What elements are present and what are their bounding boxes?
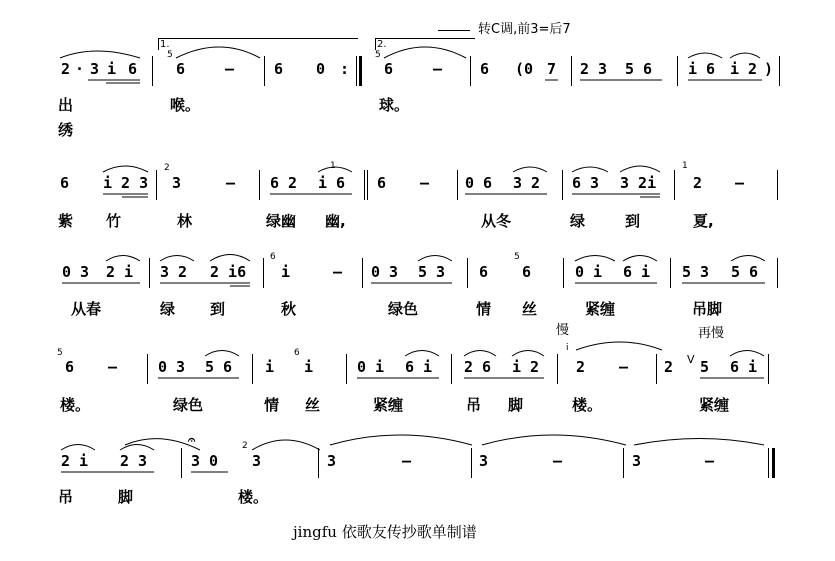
note-group: 3 0 xyxy=(191,452,219,470)
note-group: 6 i xyxy=(405,358,433,376)
note-group: 6 3 xyxy=(572,174,600,192)
grace-note: 1 xyxy=(682,161,688,171)
note: 6 xyxy=(479,263,489,281)
note-group: 3 2 xyxy=(160,263,188,281)
key-change-annotation: 转C调,前3=后7 xyxy=(478,22,571,37)
lyric: 竹 xyxy=(106,212,122,230)
note: 6 xyxy=(274,60,284,78)
lyric: 楼。 xyxy=(60,396,91,414)
note: 6 xyxy=(384,60,394,78)
lyric: 球。 xyxy=(379,96,410,114)
note-group: i 6 xyxy=(318,174,346,192)
note: 6 xyxy=(60,174,70,192)
note: i xyxy=(107,60,117,78)
lyric: 丝 xyxy=(305,396,321,414)
lyric: 幽, xyxy=(325,212,346,230)
lyric: 紧缠 xyxy=(699,396,730,414)
note-group: 0 3 xyxy=(371,263,399,281)
lyric: 林 xyxy=(177,212,193,230)
lyric: 绣 xyxy=(58,121,74,139)
note: 6 xyxy=(522,263,532,281)
fermata-icon: 𝄐 xyxy=(188,433,196,448)
note-group: 5 3 xyxy=(682,263,710,281)
lyric: 绿 xyxy=(570,212,586,230)
note: 6 xyxy=(480,60,490,78)
note: 2 xyxy=(61,60,71,78)
dash: – xyxy=(735,174,745,192)
note-group: 0 3 xyxy=(158,358,186,376)
note-group: 5 3 xyxy=(418,263,446,281)
lyric: 喉。 xyxy=(170,96,201,114)
dash: – xyxy=(333,263,343,281)
note: 6 xyxy=(65,358,75,376)
note-group: 0 3 xyxy=(62,263,90,281)
note-group: 2 3 xyxy=(580,60,608,78)
lyric: 夏, xyxy=(693,212,714,230)
note-group: 2 i xyxy=(61,452,89,470)
note: 6 xyxy=(128,60,138,78)
note-group: 6 i xyxy=(623,263,651,281)
tempo-marking: 慢 xyxy=(556,323,570,338)
dot-mark: · xyxy=(75,60,85,78)
lyric: 脚 xyxy=(508,396,524,414)
note: 7 xyxy=(547,60,557,78)
note-group: 5 6 xyxy=(625,60,653,78)
dash: – xyxy=(226,174,236,192)
note-group: 2 i xyxy=(106,263,134,281)
note-group: 6 2 xyxy=(270,174,298,192)
grace-note: 1 xyxy=(330,161,336,171)
note-group: i 2 3 xyxy=(103,174,149,192)
repeat-dots: : xyxy=(340,60,350,78)
note-group: i 2 xyxy=(512,358,540,376)
lyric: 丝 xyxy=(522,300,538,318)
lyric: 情 xyxy=(264,396,280,414)
dash: – xyxy=(402,452,412,470)
grace-note: 6 xyxy=(270,252,276,262)
note: 3 xyxy=(327,452,337,470)
volta-1-label: 1. xyxy=(160,39,170,50)
lyric: 情 xyxy=(476,300,492,318)
lyric: 紫 xyxy=(58,212,74,230)
note: 3 xyxy=(479,452,489,470)
note: 2 xyxy=(664,358,674,376)
note: 3 xyxy=(172,174,182,192)
dash: – xyxy=(705,452,715,470)
note: i xyxy=(281,263,291,281)
dash: – xyxy=(553,452,563,470)
note-group: i 2 xyxy=(730,60,758,78)
lyric: 出 xyxy=(58,96,74,114)
note: 6 xyxy=(377,174,387,192)
dash: – xyxy=(433,60,443,78)
note: 3 xyxy=(252,452,262,470)
lyric: 到 xyxy=(210,300,226,318)
grace-note: 2 xyxy=(242,441,248,451)
lyric: 绿 xyxy=(160,300,176,318)
grace-note: 5 xyxy=(514,252,520,262)
grace-note: 5 xyxy=(375,50,381,60)
note-group: 2 6 xyxy=(464,358,492,376)
note: 5 xyxy=(700,358,710,376)
breath-mark: V xyxy=(687,353,695,366)
lyric: 绿色 xyxy=(173,396,204,414)
footer-credit: jingfu 依歌友传抄歌单制谱 xyxy=(293,523,477,541)
note: 2 xyxy=(693,174,703,192)
lyric: 从春 xyxy=(71,300,102,318)
dash: – xyxy=(225,60,235,78)
note-paren: ) xyxy=(764,60,774,78)
lyric: 脚 xyxy=(118,488,134,506)
grace-note: 5 xyxy=(167,50,173,60)
grace-note: 6 xyxy=(294,348,300,358)
note-paren: (0 xyxy=(515,60,534,78)
lyric: 绿幽 xyxy=(266,212,297,230)
lyric: 秋 xyxy=(281,300,297,318)
rest: 0 xyxy=(316,60,326,78)
note-group: 0 i xyxy=(357,358,385,376)
note: i xyxy=(265,358,275,376)
note-group: 0 i xyxy=(575,263,603,281)
note: 6 xyxy=(176,60,186,78)
volta-2-label: 2. xyxy=(377,39,387,50)
note-group: 2 i6 xyxy=(210,263,247,281)
tempo-marking: 再慢 xyxy=(698,326,725,341)
note: 3 xyxy=(632,452,642,470)
note-group: 3 2i xyxy=(620,174,657,192)
grace-note: i xyxy=(566,343,569,353)
dash: – xyxy=(619,358,629,376)
lyric: 楼。 xyxy=(238,488,269,506)
lyric: 到 xyxy=(625,212,641,230)
lyric: 绿色 xyxy=(388,300,419,318)
note-group: 3 2 xyxy=(513,174,541,192)
lyric: 紧缠 xyxy=(585,300,616,318)
lyric: 吊脚 xyxy=(692,300,723,318)
note-group: 0 6 xyxy=(465,174,493,192)
note-group: 6 i xyxy=(730,358,758,376)
note: 3 xyxy=(90,60,100,78)
note-group: 2 3 xyxy=(120,452,148,470)
grace-note: 5 xyxy=(57,348,63,358)
lyric: 紧缠 xyxy=(373,396,404,414)
lyric: 从冬 xyxy=(481,212,512,230)
note-group: 5 6 xyxy=(205,358,233,376)
note-group: i 6 xyxy=(688,60,716,78)
lyric: 楼。 xyxy=(572,396,603,414)
dash: – xyxy=(420,174,430,192)
lyric: 吊 xyxy=(466,396,482,414)
note: i xyxy=(304,358,314,376)
dash: – xyxy=(108,358,118,376)
lyric: 吊 xyxy=(58,488,74,506)
note-group: 5 6 xyxy=(731,263,759,281)
note: 2 xyxy=(576,358,586,376)
grace-note: 2 xyxy=(164,163,170,173)
